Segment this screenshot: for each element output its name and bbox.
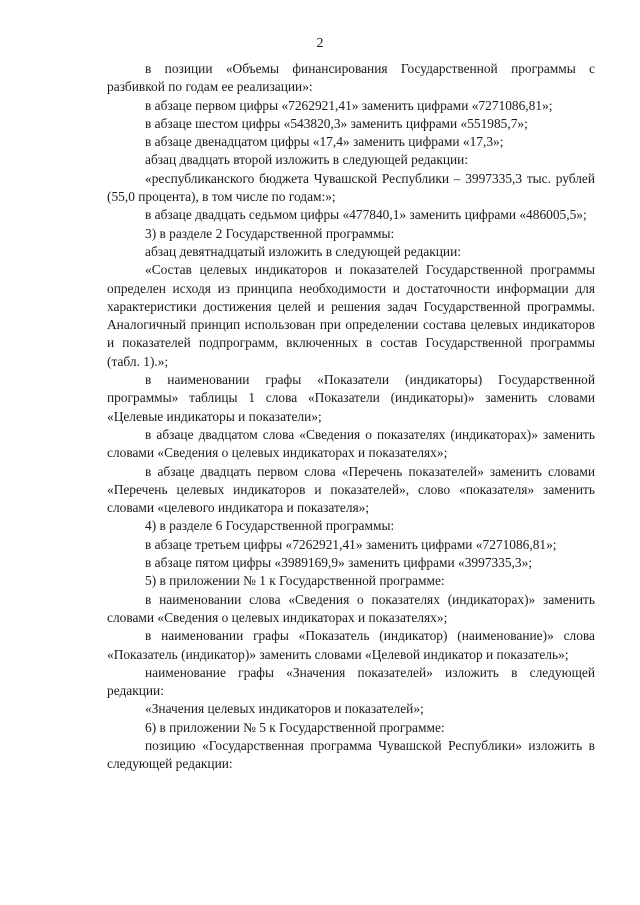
paragraph-19: в наименовании графы «Показатель (индикатор) (наименование)» слова «Показатель (индикатор)» заменить словами «Целевой индикатор и показатель»; [107,628,595,662]
paragraph-14: 4) в разделе 6 Государственной программы: [145,518,395,534]
paragraph-6: «республиканского бюджета Чувашской Республики – 3997335,3 тыс. рублей (55,0 процента), в том числе по годам:»; [107,170,595,205]
paragraph-21: «Значения целевых индикаторов и показателей»; [145,701,424,717]
paragraph-7: в абзаце двадцать седьмом цифры «477840,1» заменить цифрами «486005,5»; [145,207,587,223]
paragraph-10: «Состав целевых индикаторов и показателей Государственной программы определен исходя из принципа необходимости и достаточности информации для характеристики достижения целей и решения задач Государственной программы. Аналогичный принцип использован при определении состава целевых индикаторов и показателей подпрограмм, включенных в состав Государственной программы (табл. 1).»; [107,262,595,369]
paragraph-9: абзац девятнадцатый изложить в следующей редакции: [145,243,461,259]
paragraph-11: в наименовании графы «Показатели (индикаторы) Государственной программы» таблицы 1 слова «Показатели (индикаторы)» заменить словами «Целевые индикаторы и показатели»; [107,372,595,424]
paragraph-1: в позиции «Объемы финансирования Государственной программы с разбивкой по годам ее реализации»: [107,61,595,95]
page-number: 2 [316,36,324,51]
paragraph-2: в абзаце первом цифры «7262921,41» заменить цифрами «7271086,81»; [145,97,553,113]
paragraph-18: в наименовании слова «Сведения о показателях (индикаторах)» заменить словами «Сведения о целевых индикаторах и показателях»; [107,591,595,625]
paragraph-4: в абзаце двенадцатом цифры «17,4» заменить цифрами «17,3»; [145,134,504,150]
paragraph-13: в абзаце двадцать первом слова «Перечень показателей» заменить словами «Перечень целевых индикаторов и показателей», слово «показателя» заменить словами «целевого индикатора и показателя»; [107,463,595,516]
paragraph-15: в абзаце третьем цифры «7262921,41» заменить цифрами «7271086,81»; [145,536,557,552]
paragraph-17: 5) в приложении № 1 к Государственной программе: [145,573,445,589]
document-body [107,60,595,774]
paragraph-23: позицию «Государственная программа Чувашской Республики» изложить в следующей редакции: [107,737,595,772]
paragraph-3: в абзаце шестом цифры «543820,3» заменить цифрами «551985,7»; [145,115,528,131]
paragraph-16: в абзаце пятом цифры «3989169,9» заменить цифрами «3997335,3»; [145,555,533,571]
paragraph-12: в абзаце двадцатом слова «Сведения о показателях (индикаторах)» заменить словами «Сведения о целевых индикаторах и показателях»; [107,426,595,461]
paragraph-20: наименование графы «Значения показателей» изложить в следующей редакции: [107,664,595,699]
paragraph-5: абзац двадцать второй изложить в следующей редакции: [145,152,469,168]
paragraph-22: 6) в приложении № 5 к Государственной программе: [145,719,445,735]
paragraph-8: 3) в разделе 2 Государственной программы: [145,225,395,241]
